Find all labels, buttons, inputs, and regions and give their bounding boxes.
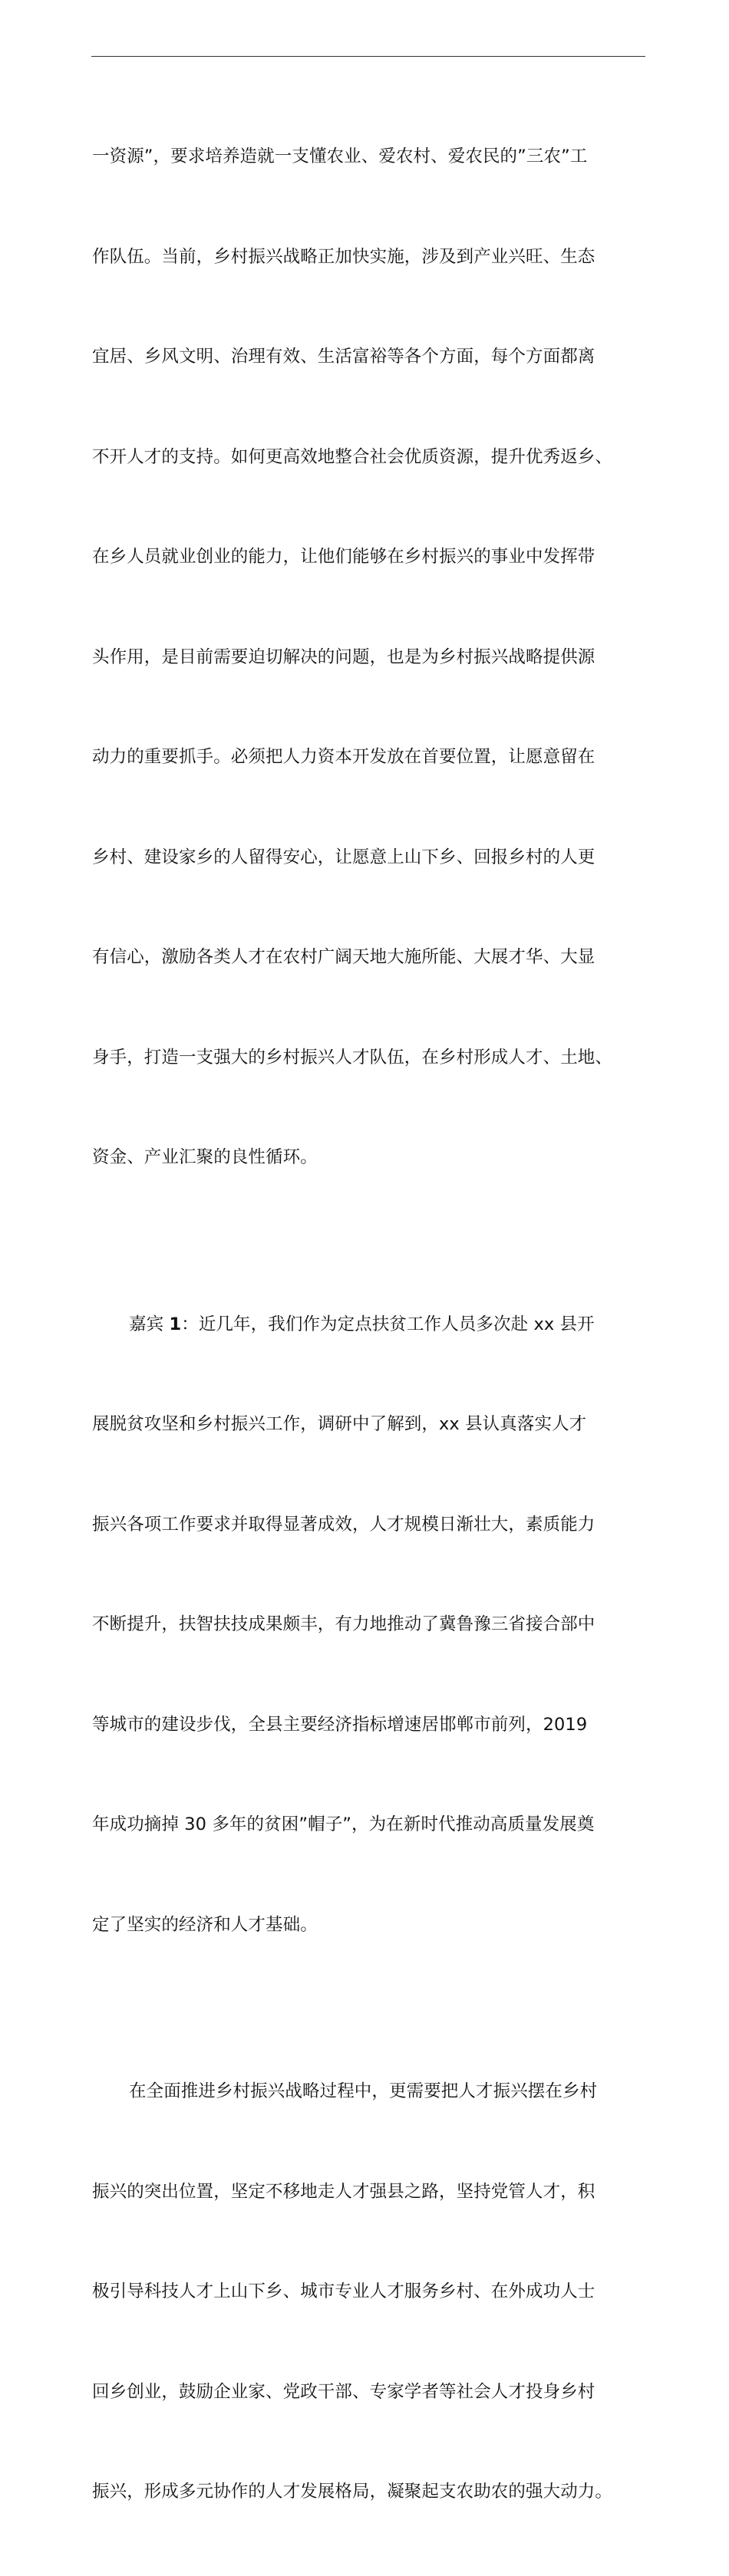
text-line: 资金、产业汇聚的良性循环。 [92,1147,318,1167]
text-line: 年成功摘掉 30 多年的贫困”帽子”，为在新时代推动高质量发展奠 [92,1814,595,1834]
text-line: 回乡创业，鼓励企业家、党政干部、专家学者等社会人才投身乡村 [92,2381,595,2402]
text-line: 不断提升，扶智扶技成果颇丰，有力地推动了冀鲁豫三省接合部中 [92,1614,595,1634]
text-line: 定了坚实的经济和人才基础。 [92,1914,318,1935]
header-rule [91,56,645,57]
text-line: 不开人才的支持。如何更高效地整合社会优质资源，提升优秀返乡、 [92,446,613,467]
text-line: 身手，打造一支强大的乡村振兴人才队伍，在乡村形成人才、土地、 [92,1047,613,1068]
text-line: 振兴的突出位置，坚定不移地走人才强县之路，坚持党管人才，积 [92,2181,595,2202]
paragraph-1 [92,74,660,1242]
speaker-line-text: ：近几年，我们作为定点扶贫工作人员多次赴 xx 县开 [181,1314,595,1334]
text-line: 一资源”，要求培养造就一支懂农业、爱农村、爱农民的”三农”工 [92,146,588,166]
text-line: 极引导科技人才上山下乡、城市专业人才服务乡村、在外成功人士 [92,2282,595,2301]
speaker-prefix: 嘉宾 [129,1314,170,1334]
text-line: 振兴各项工作要求并取得显著成效，人才规模日渐壮大，素质能力 [92,1514,595,1535]
speaker-line [92,1308,660,1342]
text-line: 在全面推进乡村振兴战略过程中，更需要把人才振兴摆在乡村 [129,2081,598,2101]
text-line: 宜居、乡风文明、治理有效、生活富裕等各个方面，每个方面都离 [92,347,595,367]
text-line: 作队伍。当前，乡村振兴战略正加快实施，涉及到产业兴旺、生态 [92,246,595,267]
text-line: 展脱贫攻坚和乡村振兴工作，调研中了解到，xx 县认真落实人才 [92,1414,587,1434]
document-body [92,74,660,2576]
paragraph-2 [92,1242,660,2009]
text-line: 振兴，形成多元协作的人才发展格局，凝聚起支农助农的强大动力。 [92,2482,613,2502]
text-line: 乡村、建设家乡的人留得安心，让愿意上山下乡、回报乡村的人更 [92,847,595,867]
text-line: 等城市的建设步伐，全县主要经济指标增速居邯郸市前列，2019 [92,1714,588,1735]
text-line: 有信心，激励各类人才在农村广阔天地大施所能、大展才华、大显 [92,947,595,967]
paragraph-3 [92,2008,660,2576]
text-line: 在乡人员就业创业的能力，让他们能够在乡村振兴的事业中发挥带 [92,547,595,567]
text-line: 动力的重要抓手。必须把人力资本开发放在首要位置，让愿意留在 [92,747,595,767]
speaker-number: 1 [169,1314,182,1334]
text-line: 头作用，是目前需要迫切解决的问题，也是为乡村振兴战略提供源 [92,646,595,667]
